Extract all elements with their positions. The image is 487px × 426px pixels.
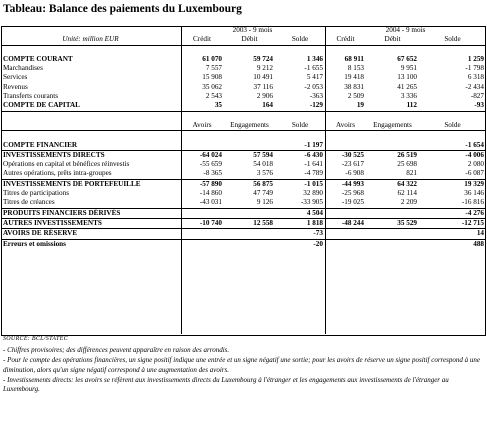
value-cell: -30 525 — [325, 150, 366, 160]
value-cell — [325, 141, 366, 151]
value-cell — [224, 229, 275, 239]
value-cell: 62 114 — [397, 189, 417, 198]
column-header-row — [1, 35, 486, 45]
spacer-row — [1, 111, 486, 121]
value-cell: -48 244 — [325, 218, 366, 228]
value-cell: 2 543 — [205, 92, 222, 101]
column-header: Crédit — [180, 35, 224, 45]
table-row — [1, 239, 486, 249]
row-label: COMPTE FINANCIER — [3, 140, 78, 149]
value-cell: 13 100 — [397, 73, 417, 82]
value-cell: 1 346 — [306, 54, 323, 63]
value-cell: -1 197 — [304, 140, 323, 149]
value-cell: 59 724 — [253, 54, 273, 63]
value-cell — [224, 208, 275, 218]
table-row — [1, 160, 486, 169]
footnote: - Pour le compte des opérations financières, un signe positif indique une entrée et un signe négatif une sortie; pour les avoirs de réserve un signe positif correspond à une diminution, alors qu'un signe négatif correspond à une augmentation des avoirs. — [3, 356, 480, 374]
row-label: INVESTISSEMENTS DIRECTS — [1, 150, 180, 160]
value-cell: 12 558 — [224, 218, 275, 228]
value-cell: 14 — [419, 229, 486, 239]
value-cell: -44 993 — [325, 179, 366, 189]
value-cell: -1 798 — [465, 64, 484, 73]
value-cell: 2 209 — [400, 198, 417, 207]
period-header: 2004 - 9 mois — [385, 26, 426, 34]
column-header: Avoirs — [180, 121, 224, 131]
value-cell: -93 — [419, 101, 486, 111]
table-row — [1, 150, 486, 160]
value-cell: 19 418 — [344, 73, 364, 82]
table-row — [1, 55, 486, 64]
value-cell: -25 968 — [341, 189, 364, 198]
value-cell: -16 816 — [461, 198, 484, 207]
value-cell: 112 — [366, 101, 419, 111]
column-header: Solde — [275, 121, 325, 131]
value-cell: -20 — [275, 239, 325, 249]
balance-table-body — [1, 26, 486, 249]
table-row — [1, 101, 486, 111]
value-cell: -12 715 — [419, 218, 486, 228]
table-row — [1, 83, 486, 92]
row-label: COMPTE DE CAPITAL — [1, 101, 180, 111]
value-cell: 1 259 — [467, 54, 484, 63]
value-cell: -57 890 — [180, 179, 224, 189]
column-header: Engagements — [366, 121, 419, 131]
value-cell — [180, 229, 224, 239]
value-cell: 9 212 — [256, 64, 273, 73]
row-label: AVOIRS DE RÉSERVE — [1, 229, 180, 239]
value-cell — [366, 208, 419, 218]
value-cell: 36 146 — [464, 189, 484, 198]
value-cell: -14 860 — [199, 189, 222, 198]
table-row — [1, 169, 486, 179]
row-label: COMPTE COURANT — [3, 54, 73, 63]
value-cell: -10 740 — [180, 218, 224, 228]
row-label: AUTRES INVESTISSEMENTS — [1, 218, 180, 228]
value-cell: 67 652 — [397, 54, 417, 63]
value-cell: -363 — [309, 92, 323, 101]
value-cell: 8 153 — [347, 64, 364, 73]
value-cell: 19 — [325, 101, 366, 111]
value-cell — [180, 208, 224, 218]
value-cell: -1 654 — [465, 140, 484, 149]
value-cell: 821 — [406, 169, 417, 178]
value-cell — [224, 239, 275, 249]
value-cell: 54 018 — [253, 160, 273, 169]
value-cell: -19 025 — [341, 198, 364, 207]
row-label: Titres de créances — [3, 198, 55, 207]
value-cell: 41 265 — [397, 82, 417, 91]
period-header-row — [1, 26, 486, 35]
footnote: - Chiffres provisoires; des différences peuvent apparaître en raison des arrondis. — [3, 346, 230, 354]
column-header: Solde — [275, 35, 325, 45]
value-cell: -6 908 — [345, 169, 364, 178]
value-cell — [366, 229, 419, 239]
value-cell: 38 831 — [344, 82, 364, 91]
footnote: - Investissements directs: les avoirs se réfèrent aux investissements directs du Luxembourg à l'étranger et les engagements aux investissements de l'étranger au Luxembourg. — [3, 375, 449, 394]
spacer-row — [1, 45, 486, 55]
value-cell: 7 557 — [205, 64, 222, 73]
row-label: INVESTISSEMENTS DE PORTEFEUILLE — [1, 179, 180, 189]
table-row — [1, 189, 486, 198]
value-cell: -8 365 — [203, 169, 222, 178]
table-row — [1, 229, 486, 239]
value-cell: -2 434 — [465, 82, 484, 91]
value-cell: -6 430 — [275, 150, 325, 160]
table-row — [1, 64, 486, 73]
column-header: Solde — [419, 35, 486, 45]
row-label: Revenus — [3, 82, 28, 91]
row-label: Services — [3, 73, 28, 82]
row-label: Titres de participations — [3, 189, 70, 198]
value-cell — [366, 239, 419, 249]
value-cell: 25 698 — [397, 160, 417, 169]
table-row — [1, 208, 486, 218]
column-header: Débit — [224, 35, 275, 45]
value-cell: -4 006 — [419, 150, 486, 160]
column-header: Avoirs — [325, 121, 366, 131]
value-cell: -4 789 — [304, 169, 323, 178]
value-cell: 4 504 — [275, 208, 325, 218]
value-cell: -2 053 — [304, 82, 323, 91]
value-cell: 26 519 — [366, 150, 419, 160]
row-label: Transferts courants — [3, 92, 59, 101]
value-cell — [325, 229, 366, 239]
value-cell: -6 087 — [465, 169, 484, 178]
row-label: Marchandises — [3, 64, 43, 73]
unit-label: Unité: million EUR — [1, 35, 180, 45]
value-cell — [325, 208, 366, 218]
value-cell: 35 062 — [202, 82, 222, 91]
value-cell: 32 890 — [303, 189, 323, 198]
table-row — [1, 218, 486, 228]
value-cell: 10 491 — [253, 73, 273, 82]
row-label: PRODUITS FINANCIERS DÉRIVÉS — [1, 208, 180, 218]
value-cell: 9 951 — [400, 64, 417, 73]
value-cell: -129 — [275, 101, 325, 111]
value-cell: 68 911 — [344, 54, 364, 63]
column-header: Crédit — [325, 35, 366, 45]
column-header: Débit — [366, 35, 419, 45]
value-cell: 3 336 — [400, 92, 417, 101]
value-cell: 47 749 — [253, 189, 273, 198]
table-row — [1, 141, 486, 151]
value-cell: 488 — [419, 239, 486, 249]
table-row — [1, 73, 486, 82]
value-cell: 164 — [224, 101, 275, 111]
value-cell: 9 126 — [256, 198, 273, 207]
value-cell — [180, 239, 224, 249]
column-header: Solde — [419, 121, 486, 131]
value-cell: 2 509 — [347, 92, 364, 101]
value-cell: 64 322 — [366, 179, 419, 189]
value-cell — [366, 141, 419, 151]
balance-table — [1, 26, 486, 249]
value-cell: -827 — [470, 92, 484, 101]
value-cell — [224, 141, 275, 151]
value-cell: -23 617 — [341, 160, 364, 169]
table-row — [1, 179, 486, 189]
value-cell: 35 529 — [366, 218, 419, 228]
value-cell: -1 655 — [304, 64, 323, 73]
value-cell: -64 024 — [180, 150, 224, 160]
value-cell: 57 594 — [224, 150, 275, 160]
page-title: Tableau: Balance des paiements du Luxembourg — [3, 3, 242, 15]
row-label: Autres opérations, prêts intra-groupes — [3, 169, 112, 178]
value-cell: -73 — [275, 229, 325, 239]
value-cell: 19 329 — [419, 179, 486, 189]
value-cell: 1 818 — [275, 218, 325, 228]
table-row — [1, 92, 486, 101]
value-cell: -33 905 — [300, 198, 323, 207]
column-header-row — [1, 121, 486, 131]
value-cell: 37 116 — [253, 82, 273, 91]
value-cell: -55 659 — [199, 160, 222, 169]
row-label: Erreurs et omissions — [1, 239, 180, 249]
value-cell: -1 641 — [304, 160, 323, 169]
value-cell: 6 318 — [467, 73, 484, 82]
value-cell — [180, 141, 224, 151]
value-cell: 35 — [180, 101, 224, 111]
value-cell: 15 908 — [202, 73, 222, 82]
value-cell: 2 906 — [256, 92, 273, 101]
column-header: Engagements — [224, 121, 275, 131]
table-row — [1, 198, 486, 208]
value-cell: -1 015 — [275, 179, 325, 189]
value-cell: -43 031 — [199, 198, 222, 207]
value-cell: 5 417 — [306, 73, 323, 82]
footnotes — [3, 346, 483, 395]
value-cell — [325, 239, 366, 249]
value-cell: 3 576 — [256, 169, 273, 178]
source-note: SOURCE: BCL/STATEC — [3, 336, 68, 342]
value-cell: 61 070 — [202, 54, 222, 63]
spacer-row — [1, 131, 486, 141]
period-header: 2003 - 9 mois — [232, 26, 273, 34]
value-cell: -4 276 — [419, 208, 486, 218]
value-cell: 2 080 — [467, 160, 484, 169]
row-label: Opérations en capital et bénéfices réinvestis — [3, 160, 130, 169]
value-cell: 56 875 — [224, 179, 275, 189]
